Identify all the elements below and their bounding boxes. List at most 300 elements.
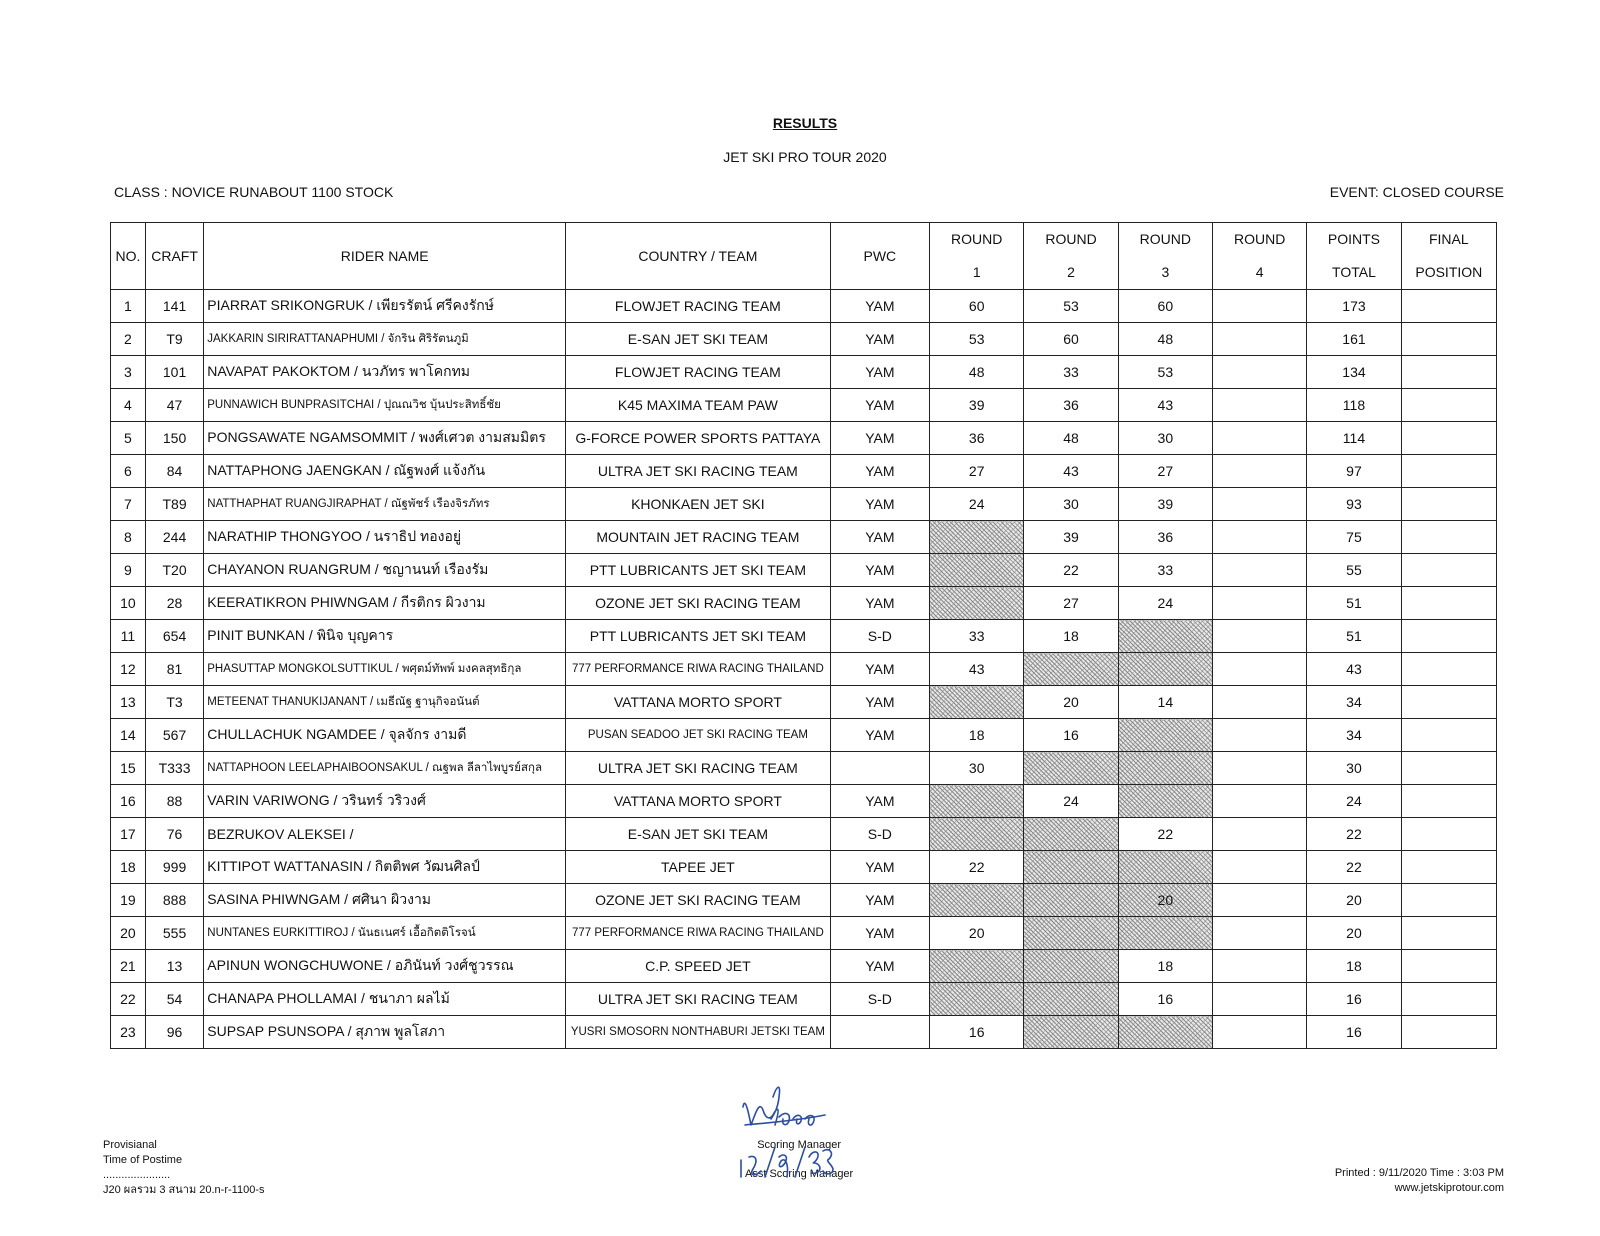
round-1-cell [930,818,1024,851]
position-no-cell: 2 [111,323,146,356]
round-3-cell: 39 [1118,488,1212,521]
points-total-cell: 34 [1307,686,1401,719]
round-2-cell: 27 [1024,587,1118,620]
craft-number-cell: 141 [145,290,203,323]
column-header [1213,223,1307,290]
team-cell: MOUNTAIN JET RACING TEAM [566,521,830,554]
pwc-cell: S-D [830,983,929,1016]
scoring-manager-label: Scoring Manager [757,1139,841,1151]
round-2-cell: 33 [1024,356,1118,389]
pwc-cell: YAM [830,554,929,587]
craft-number-cell: T20 [145,554,203,587]
position-no-cell: 16 [111,785,146,818]
round-4-cell [1213,389,1307,422]
table-row [111,554,1497,587]
points-total-cell: 20 [1307,917,1401,950]
column-header [145,223,203,290]
final-position-cell [1401,752,1496,785]
round-1-cell [930,686,1024,719]
table-row [111,686,1497,719]
round-4-cell [1213,653,1307,686]
column-header [830,223,929,290]
time-of-posting-label: Time of Postime [103,1154,183,1166]
pwc-cell: YAM [830,917,929,950]
craft-number-cell: 88 [145,785,203,818]
table-row [111,785,1497,818]
table-row [111,620,1497,653]
final-position-cell [1401,521,1496,554]
column-header [1118,223,1212,290]
team-cell: ULTRA JET SKI RACING TEAM [566,983,830,1016]
team-cell: C.P. SPEED JET [566,950,830,983]
rider-name-cell: NUNTANES EURKITTIROJ / นันธเนศร์ เอื้อกิตติโรจน์ [204,917,566,950]
round-1-cell: 30 [930,752,1024,785]
pwc-cell: YAM [830,719,929,752]
table-body [111,290,1497,1049]
column-header-line1: POINTS [1327,231,1381,247]
table-row [111,917,1497,950]
round-2-cell [1024,983,1118,1016]
rider-name-cell: CHAYANON RUANGRUM / ชญานนท์ เรืองรัม [204,554,566,587]
team-cell: ULTRA JET SKI RACING TEAM [566,752,830,785]
round-4-cell [1213,587,1307,620]
craft-number-cell: 96 [145,1016,203,1049]
column-header [930,223,1024,290]
points-total-cell: 93 [1307,488,1401,521]
team-cell: K45 MAXIMA TEAM PAW [566,389,830,422]
position-no-cell: 3 [111,356,146,389]
printed-timestamp: Printed : 9/11/2020 Time : 3:03 PM [1334,1167,1504,1179]
column-header [566,223,830,290]
table-row [111,653,1497,686]
round-3-cell: 22 [1118,818,1212,851]
final-position-cell [1401,587,1496,620]
round-3-cell: 27 [1118,455,1212,488]
round-4-cell [1213,554,1307,587]
points-total-cell: 173 [1307,290,1401,323]
round-1-cell: 39 [930,389,1024,422]
rider-name-cell: METEENAT THANUKIJANANT / เมธีณัฐ ฐานุกิจอนันต์ [204,686,566,719]
column-header-line1: ROUND [951,231,1003,247]
round-1-cell: 16 [930,1016,1024,1049]
column-header-line2: 4 [1255,264,1264,280]
position-no-cell: 15 [111,752,146,785]
final-position-cell [1401,620,1496,653]
craft-number-cell: 888 [145,884,203,917]
column-header-line1: ROUND [1139,231,1192,247]
pwc-cell: YAM [830,587,929,620]
final-position-cell [1401,455,1496,488]
team-cell: PUSAN SEADOO JET SKI RACING TEAM [566,719,830,752]
round-3-cell [1118,620,1212,653]
table-row [111,719,1497,752]
rider-name-cell: BEZRUKOV ALEKSEI / [204,818,566,851]
round-1-cell: 36 [930,422,1024,455]
craft-number-cell: 999 [145,851,203,884]
signature-graphic [735,1085,845,1190]
team-cell: YUSRI SMOSORN NONTHABURI JETSKI TEAM [566,1016,830,1049]
craft-number-cell: T3 [145,686,203,719]
round-2-cell: 48 [1024,422,1118,455]
rider-name-cell: CHULLACHUK NGAMDEE / จุลจักร งามดี [204,719,566,752]
pwc-cell: YAM [830,290,929,323]
rider-name-cell: PHASUTTAP MONGKOLSUTTIKUL / พศุตม์ทัพพ์ มงคลสุทธิกุล [204,653,566,686]
table-header-row [111,223,1497,290]
round-3-cell [1118,785,1212,818]
rider-name-cell: PIARRAT SRIKONGRUK / เพียรรัตน์ ศรีคงรักษ์ [204,290,566,323]
round-2-cell: 20 [1024,686,1118,719]
round-1-cell: 24 [930,488,1024,521]
results-table [110,222,1497,1049]
column-header [1401,223,1496,290]
craft-number-cell: 150 [145,422,203,455]
round-2-cell: 43 [1024,455,1118,488]
points-total-cell: 18 [1307,950,1401,983]
round-2-cell: 24 [1024,785,1118,818]
table-row [111,587,1497,620]
round-1-cell [930,950,1024,983]
points-total-cell: 51 [1307,587,1401,620]
points-total-cell: 97 [1307,455,1401,488]
round-1-cell: 48 [930,356,1024,389]
column-header-line2: TOTAL [1332,264,1376,280]
footer-right [1335,1166,1504,1196]
round-4-cell [1213,752,1307,785]
round-3-cell: 60 [1118,290,1212,323]
column-header-line2: 2 [1067,264,1075,280]
table-row [111,818,1497,851]
column-header-line1: ROUND [1045,231,1097,247]
craft-number-cell: 567 [145,719,203,752]
pwc-cell: YAM [830,389,929,422]
round-2-cell [1024,653,1118,686]
table-row [111,983,1497,1016]
pwc-cell: YAM [830,686,929,719]
rider-name-cell: PUNNAWICH BUNPRASITCHAI / ปุณณวิช บุ้นประสิทธิ์ชัย [204,389,566,422]
round-1-cell [930,884,1024,917]
column-header [111,223,146,290]
team-cell: TAPEE JET [566,851,830,884]
round-2-cell: 18 [1024,620,1118,653]
points-total-cell: 51 [1307,620,1401,653]
website-link[interactable]: www.jetskiprotour.com [1394,1182,1504,1194]
rider-name-cell: NARATHIP THONGYOO / นราธิป ทองอยู่ [204,521,566,554]
craft-number-cell: 28 [145,587,203,620]
round-1-cell [930,785,1024,818]
rider-name-cell: VARIN VARIWONG / วรินทร์ วริวงศ์ [204,785,566,818]
team-cell: FLOWJET RACING TEAM [566,290,830,323]
round-1-cell [930,554,1024,587]
points-total-cell: 16 [1307,983,1401,1016]
final-position-cell [1401,785,1496,818]
round-4-cell [1213,983,1307,1016]
team-cell: VATTANA MORTO SPORT [566,785,830,818]
pwc-cell: S-D [830,620,929,653]
final-position-cell [1401,1016,1496,1049]
position-no-cell: 12 [111,653,146,686]
column-header-line1: PWC [863,247,897,264]
rider-name-cell: SUPSAP PSUNSOPA / สุภาพ พูลโสภา [204,1016,566,1049]
final-position-cell [1401,356,1496,389]
table-row [111,1016,1497,1049]
pwc-cell: YAM [830,323,929,356]
round-4-cell [1213,488,1307,521]
craft-number-cell: T9 [145,323,203,356]
team-cell: E-SAN JET SKI TEAM [566,323,830,356]
points-total-cell: 24 [1307,785,1401,818]
team-cell: FLOWJET RACING TEAM [566,356,830,389]
table-row [111,356,1497,389]
round-1-cell: 43 [930,653,1024,686]
round-4-cell [1213,785,1307,818]
round-4-cell [1213,356,1307,389]
pwc-cell: YAM [830,422,929,455]
table-row [111,290,1497,323]
round-3-cell: 16 [1118,983,1212,1016]
event-series-title: JET SKI PRO TOUR 2020 [723,149,887,165]
round-3-cell [1118,653,1212,686]
round-3-cell [1118,917,1212,950]
footer-left [103,1138,264,1198]
position-no-cell: 6 [111,455,146,488]
round-4-cell [1213,818,1307,851]
round-2-cell: 36 [1024,389,1118,422]
team-cell: PTT LUBRICANTS JET SKI TEAM [566,554,830,587]
craft-number-cell: 13 [145,950,203,983]
points-total-cell: 30 [1307,752,1401,785]
points-total-cell: 16 [1307,1016,1401,1049]
round-2-cell [1024,1016,1118,1049]
final-position-cell [1401,290,1496,323]
round-2-cell [1024,950,1118,983]
team-cell: PTT LUBRICANTS JET SKI TEAM [566,620,830,653]
round-1-cell: 18 [930,719,1024,752]
column-header-line1: RIDER NAME [340,247,429,264]
round-3-cell: 20 [1118,884,1212,917]
round-2-cell [1024,851,1118,884]
round-4-cell [1213,455,1307,488]
final-position-cell [1401,719,1496,752]
round-4-cell [1213,950,1307,983]
rider-name-cell: CHANAPA PHOLLAMAI / ชนาภา ผลไม้ [204,983,566,1016]
team-cell: VATTANA MORTO SPORT [566,686,830,719]
points-total-cell: 75 [1307,521,1401,554]
points-total-cell: 43 [1307,653,1401,686]
round-2-cell [1024,884,1118,917]
round-1-cell: 33 [930,620,1024,653]
position-no-cell: 14 [111,719,146,752]
team-cell: KHONKAEN JET SKI [566,488,830,521]
round-1-cell: 22 [930,851,1024,884]
round-1-cell [930,521,1024,554]
points-total-cell: 20 [1307,884,1401,917]
position-no-cell: 1 [111,290,146,323]
table-row [111,488,1497,521]
table-row [111,389,1497,422]
round-2-cell [1024,917,1118,950]
table-row [111,752,1497,785]
round-1-cell: 20 [930,917,1024,950]
pwc-cell: YAM [830,356,929,389]
column-header-line1: NO. [115,247,141,264]
column-header-line1: FINAL [1428,231,1469,247]
table-row [111,422,1497,455]
rider-name-cell: PINIT BUNKAN / พินิจ บุญคาร [204,620,566,653]
rider-name-cell: NATTHAPHAT RUANGJIRAPHAT / ณัฐพัชร์ เรืองจิรภัทร [204,488,566,521]
round-3-cell [1118,851,1212,884]
points-total-cell: 118 [1307,389,1401,422]
position-no-cell: 7 [111,488,146,521]
final-position-cell [1401,686,1496,719]
rider-name-cell: PONGSAWATE NGAMSOMMIT / พงศ์เศวต งามสมมิตร [204,422,566,455]
round-2-cell: 39 [1024,521,1118,554]
table-row [111,884,1497,917]
round-3-cell: 53 [1118,356,1212,389]
final-position-cell [1401,851,1496,884]
table-row [111,455,1497,488]
round-1-cell [930,983,1024,1016]
craft-number-cell: 76 [145,818,203,851]
round-2-cell: 16 [1024,719,1118,752]
column-header [1024,223,1118,290]
round-3-cell: 48 [1118,323,1212,356]
column-header-line2: 1 [972,264,981,280]
round-3-cell: 30 [1118,422,1212,455]
round-3-cell: 14 [1118,686,1212,719]
rider-name-cell: NATTAPHONG JAENGKAN / ณัฐพงศ์ แจ้งกัน [204,455,566,488]
round-4-cell [1213,719,1307,752]
craft-number-cell: 81 [145,653,203,686]
round-1-cell: 53 [930,323,1024,356]
pwc-cell: YAM [830,521,929,554]
round-1-cell [930,587,1024,620]
class-label: CLASS : NOVICE RUNABOUT 1100 STOCK [114,184,394,200]
round-2-cell: 30 [1024,488,1118,521]
team-cell: 777 PERFORMANCE RIWA RACING THAILAND [566,917,830,950]
points-total-cell: 161 [1307,323,1401,356]
column-header-line2: POSITION [1415,264,1483,280]
final-position-cell [1401,983,1496,1016]
rider-name-cell: APINUN WONGCHUWONE / อภินันท์ วงศ์ชูวรรณ [204,950,566,983]
round-3-cell [1118,719,1212,752]
position-no-cell: 8 [111,521,146,554]
round-3-cell: 36 [1118,521,1212,554]
team-cell: ULTRA JET SKI RACING TEAM [566,455,830,488]
round-3-cell [1118,1016,1212,1049]
final-position-cell [1401,917,1496,950]
pwc-cell [830,752,929,785]
position-no-cell: 19 [111,884,146,917]
craft-number-cell: 84 [145,455,203,488]
craft-number-cell: 54 [145,983,203,1016]
points-total-cell: 55 [1307,554,1401,587]
points-total-cell: 114 [1307,422,1401,455]
round-3-cell: 33 [1118,554,1212,587]
pwc-cell: YAM [830,851,929,884]
craft-number-cell: T89 [145,488,203,521]
rider-name-cell: JAKKARIN SIRIRATTANAPHUMI / จักริน ศิริรัตนภูมิ [204,323,566,356]
column-header-line2: 3 [1161,264,1170,280]
position-no-cell: 5 [111,422,146,455]
column-header [204,223,566,290]
points-total-cell: 134 [1307,356,1401,389]
round-1-cell: 27 [930,455,1024,488]
round-2-cell [1024,818,1118,851]
round-4-cell [1213,422,1307,455]
position-no-cell: 20 [111,917,146,950]
position-no-cell: 23 [111,1016,146,1049]
team-cell: OZONE JET SKI RACING TEAM [566,884,830,917]
asst-scoring-manager-label: Asst Scoring Manager [745,1168,854,1180]
round-4-cell [1213,686,1307,719]
event-label: EVENT: CLOSED COURSE [1329,184,1504,200]
pwc-cell: S-D [830,818,929,851]
points-total-cell: 34 [1307,719,1401,752]
craft-number-cell: 101 [145,356,203,389]
final-position-cell [1401,884,1496,917]
table-row [111,323,1497,356]
table-row [111,851,1497,884]
craft-number-cell: T333 [145,752,203,785]
pwc-cell: YAM [830,950,929,983]
round-3-cell: 24 [1118,587,1212,620]
craft-number-cell: 654 [145,620,203,653]
round-4-cell [1213,290,1307,323]
final-position-cell [1401,653,1496,686]
final-position-cell [1401,554,1496,587]
round-1-cell: 60 [930,290,1024,323]
position-no-cell: 4 [111,389,146,422]
final-position-cell [1401,422,1496,455]
round-4-cell [1213,884,1307,917]
craft-number-cell: 555 [145,917,203,950]
rider-name-cell: NATTAPHOON LEELAPHAIBOONSAKUL / ณฐพล ลีลาไพบูรย์สกุล [204,752,566,785]
position-no-cell: 18 [111,851,146,884]
round-4-cell [1213,521,1307,554]
final-position-cell [1401,389,1496,422]
column-header-line1: ROUND [1233,231,1286,247]
position-no-cell: 11 [111,620,146,653]
pwc-cell [830,1016,929,1049]
round-2-cell [1024,752,1118,785]
team-cell: OZONE JET SKI RACING TEAM [566,587,830,620]
pwc-cell: YAM [830,884,929,917]
document-title: RESULTS [772,115,838,131]
round-3-cell: 43 [1118,389,1212,422]
craft-number-cell: 47 [145,389,203,422]
rider-name-cell: NAVAPAT PAKOKTOM / นวภัทร พาโคกทม [204,356,566,389]
rider-name-cell: SASINA PHIWNGAM / ศศินา ผิวงาม [204,884,566,917]
pwc-cell: YAM [830,488,929,521]
round-2-cell: 22 [1024,554,1118,587]
team-cell: G-FORCE POWER SPORTS PATTAYA [566,422,830,455]
final-position-cell [1401,950,1496,983]
column-header [1307,223,1401,290]
rider-name-cell: KEERATIKRON PHIWNGAM / กีรติกร ผิวงาม [204,587,566,620]
points-total-cell: 22 [1307,818,1401,851]
position-no-cell: 13 [111,686,146,719]
position-no-cell: 10 [111,587,146,620]
position-no-cell: 17 [111,818,146,851]
table-row [111,950,1497,983]
round-3-cell [1118,752,1212,785]
round-4-cell [1213,1016,1307,1049]
team-cell: 777 PERFORMANCE RIWA RACING THAILAND [566,653,830,686]
position-no-cell: 22 [111,983,146,1016]
column-header-line1: CRAFT [151,247,198,264]
rider-name-cell: KITTIPOT WATTANASIN / กิตติพศ วัฒนศิลป์ [204,851,566,884]
position-no-cell: 9 [111,554,146,587]
